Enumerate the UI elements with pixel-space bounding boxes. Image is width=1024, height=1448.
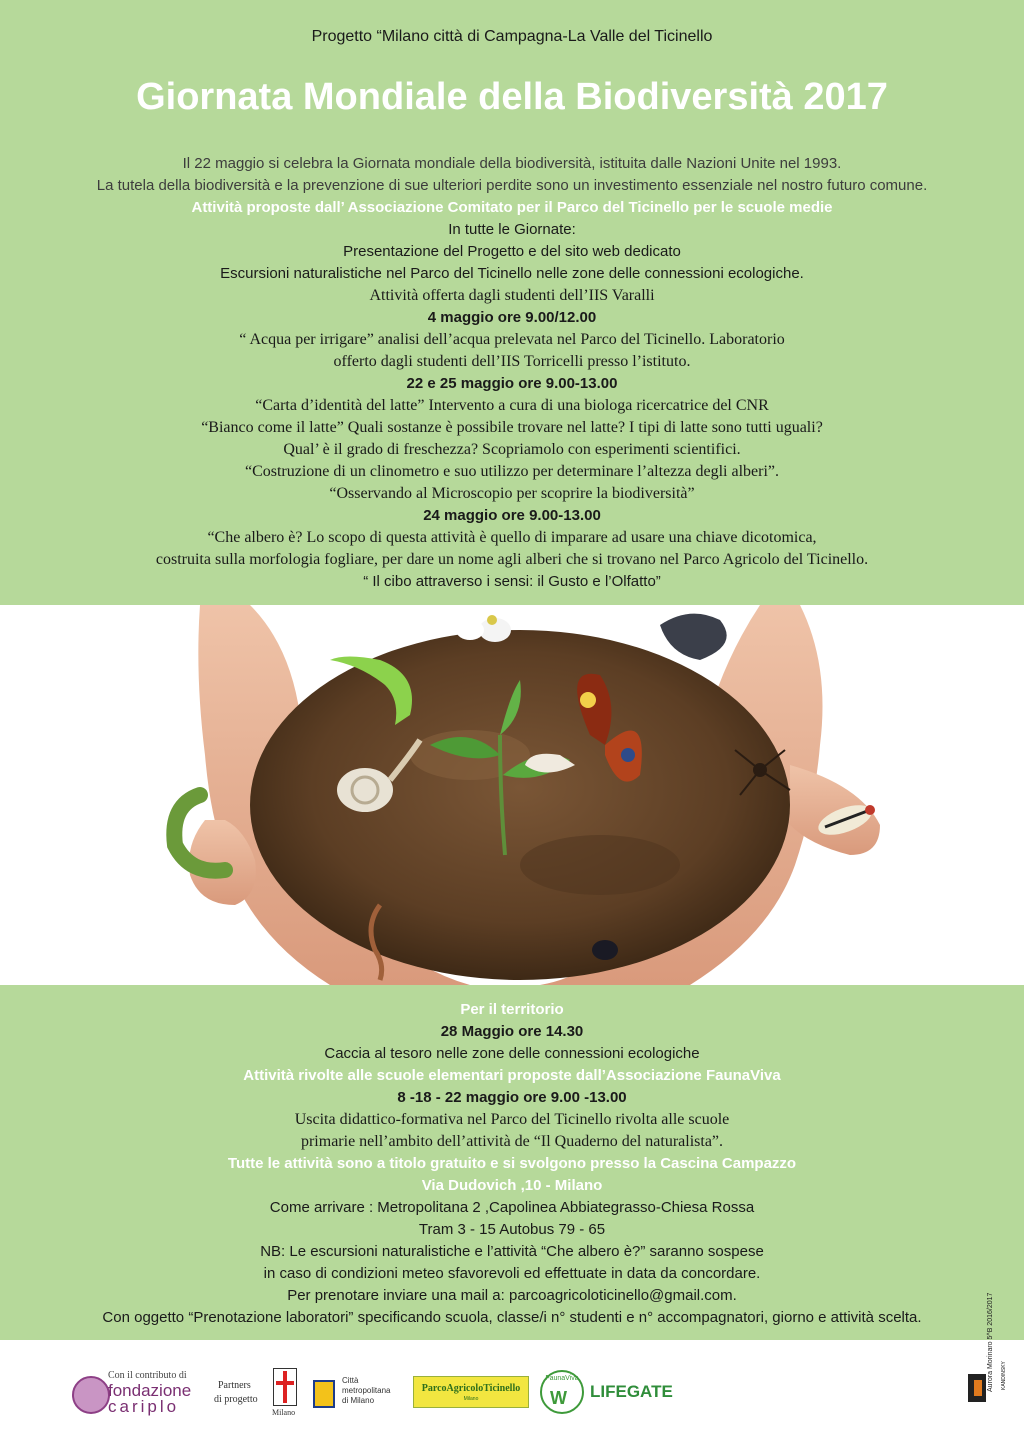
hands-soil-photo: [0, 605, 1024, 985]
parco-label: ParcoAgricoloTicinello: [421, 1383, 521, 1394]
intro-line-1: Il 22 maggio si celebra la Giornata mondiale della biodiversità, istituita dalle Nazioni Unite nel 1993.: [182, 155, 842, 172]
transit: Tram 3 - 15 Autobus 79 - 65: [418, 1221, 606, 1238]
day-activity: costruita sulla morfologia fogliare, per dare un nome agli alberi che si trovano nel Parco Agricolo del Ticinello.: [155, 551, 869, 568]
milano-label: Milano: [272, 1408, 296, 1417]
day-activity: “Osservando al Microscopio per scoprire la biodiversità”: [329, 485, 695, 502]
bottom-panel: [0, 985, 1024, 1340]
day-activity: “Carta d’identità del latte” Intervento a cura di una biologa ricercatrice del CNR: [255, 397, 769, 414]
hands-soil-illustration: [0, 605, 1024, 985]
student-credit: [975, 1262, 994, 1392]
day-activity: “Costruzione di un clinometro e suo utilizzo per determinare l’altezza degli alberi”.: [244, 463, 779, 480]
territory-activity: Caccia al tesoro nelle zone delle connessioni ecologiche: [324, 1045, 700, 1062]
partners-label: Partners: [218, 1380, 251, 1391]
dark-snail: [660, 614, 727, 660]
cariplo-name: cariplo: [108, 1397, 180, 1416]
middle-school-heading: Attività proposte dall’ Associazione Comitato per il Parco del Ticinello per le scuole medie: [191, 199, 833, 216]
territory-date: 28 Maggio ore 14.30: [440, 1023, 584, 1040]
all-days-item: Presentazione del Progetto e del sito web dedicato: [343, 243, 681, 260]
faunaviva-logo: [540, 1370, 584, 1414]
cariplo-contrib-label: Con il contributo di: [108, 1370, 187, 1381]
kandinsky-credit: [993, 1290, 1009, 1390]
parco-ticinello-logo: [413, 1376, 529, 1408]
all-days-item: Attività offerta dagli studenti dell’IIS Varalli: [369, 287, 655, 304]
day-date: 24 maggio ore 9.00-13.00: [423, 507, 601, 524]
partners-label: di progetto: [214, 1394, 258, 1405]
day-activity: offerto dagli studenti dell’IIS Torricelli presso l’istituto.: [333, 353, 691, 370]
parco-sub-label: Milano: [463, 1396, 479, 1402]
booking-line: Per prenotare inviare una mail a: parcoagricoloticinello@gmail.com.: [287, 1287, 737, 1304]
nb-line: in caso di condizioni meteo sfavorevoli ed effettuate in data da concordare.: [263, 1265, 761, 1282]
citta-label: di Milano: [342, 1396, 375, 1405]
day-activity: “ Acqua per irrigare” analisi dell’acqua prelevata nel Parco del Ticinello. Laboratorio: [239, 331, 785, 348]
elementary-activity: Uscita didattico-formativa nel Parco del Ticinello rivolta alle scuole: [294, 1111, 730, 1128]
milano-crest-icon: [273, 1368, 297, 1406]
day-activity: “Bianco come il latte” Quali sostanze è possibile trovare nel latte? I tipi di latte sono tutti uguali?: [201, 419, 823, 436]
credit-label: Aurora Morinaro 5^B 2016/2017: [987, 1292, 994, 1392]
territory-heading: Per il territorio: [460, 1001, 564, 1018]
day-activity: “Che albero è? Lo scopo di questa attività è quello di imparare ad usare una chiave dicotomica,: [207, 529, 817, 546]
day-activity: “ Il cibo attraverso i sensi: il Gusto e l’Olfatto”: [363, 573, 661, 590]
faunaviva-mark-icon: W: [550, 1388, 567, 1408]
top-panel: [0, 0, 1024, 605]
directions: Come arrivare : Metropolitana 2 ,Capolinea Abbiategrasso-Chiesa Rossa: [269, 1199, 755, 1216]
subject-line: Con oggetto “Prenotazione laboratori” specificando scuola, classe/i n° studenti e n° accompagnatori, giorno e attività scelta.: [102, 1309, 922, 1326]
elementary-activity: primarie nell’ambito dell’attività de “Il Quaderno del naturalista”.: [300, 1133, 724, 1150]
elementary-date: 8 -18 - 22 maggio ore 9.00 -13.00: [397, 1089, 627, 1106]
lifegate-logo: LIFEGATE: [590, 1382, 673, 1401]
nb-line: NB: Le escursioni naturalistiche e l’attività “Che albero è?” saranno sospese: [260, 1243, 764, 1260]
citta-metropolitana-crest-icon: [313, 1380, 335, 1408]
page-title: Giornata Mondiale della Biodiversità 2017: [136, 76, 888, 118]
day-activity: Qual’ è il grado di freschezza? Scopriamolo con esperimenti scientifici.: [283, 441, 741, 458]
black-beetle: [592, 940, 618, 960]
intro-line-2: La tutela della biodiversità e la prevenzione di sue ulteriori perdite sono un investimento essenziale nel nostro futuro comune.: [96, 177, 928, 194]
cariplo-seal-icon: [72, 1376, 110, 1414]
address: Via Dudovich ,10 - Milano: [421, 1177, 603, 1194]
citta-label: metropolitana: [342, 1386, 391, 1395]
cariplo-name: fondazione: [108, 1381, 192, 1400]
elementary-heading: Attività rivolte alle scuole elementari proposte dall’Associazione FaunaViva: [243, 1067, 781, 1084]
all-days-label: In tutte le Giornate:: [448, 221, 576, 238]
free-note: Tutte le attività sono a titolo gratuito e si svolgono presso la Cascina Campazzo: [227, 1155, 797, 1172]
faunaviva-label: FaunaViva: [545, 1375, 579, 1382]
kandinsky-label: KANDINSKY: [1001, 1361, 1007, 1390]
day-date: 4 maggio ore 9.00/12.00: [427, 309, 597, 326]
sponsor-footer: [0, 1340, 1024, 1448]
project-line: Progetto “Milano città di Campagna-La Valle del Ticinello: [311, 28, 713, 45]
day-date: 22 e 25 maggio ore 9.00-13.00: [406, 375, 618, 392]
citta-label: Città: [342, 1376, 359, 1385]
all-days-item: Escursioni naturalistiche nel Parco del Ticinello nelle zone delle connessioni ecologiche.: [220, 265, 804, 282]
